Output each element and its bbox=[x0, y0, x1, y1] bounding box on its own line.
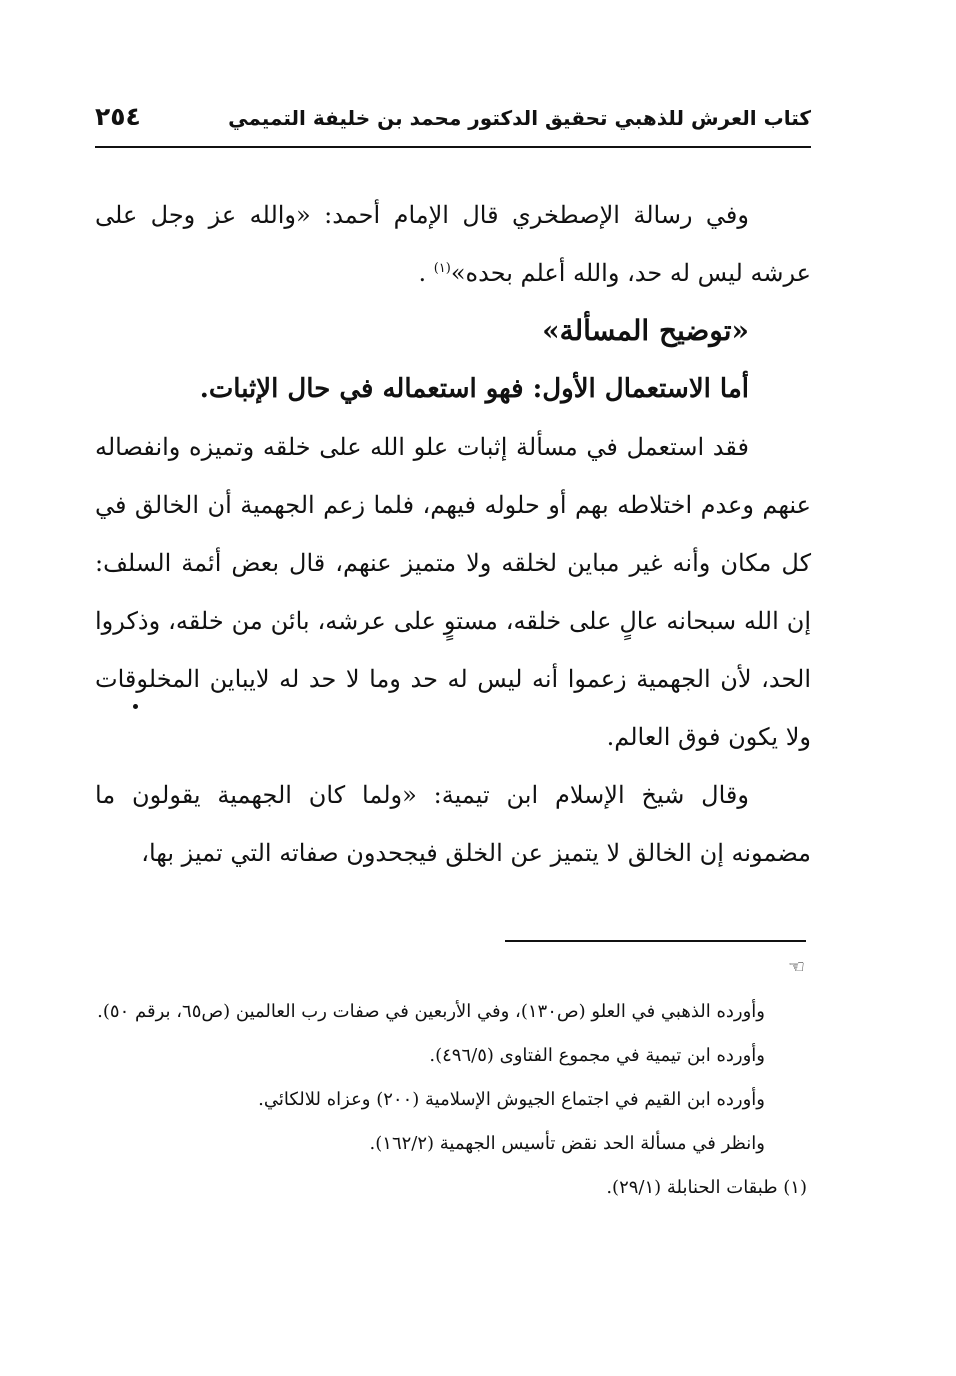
footnotes bbox=[95, 990, 807, 1210]
pointing-hand-icon: ☜ bbox=[788, 956, 806, 978]
main-text bbox=[95, 186, 811, 882]
subtitle: «توضيح المسألة» bbox=[542, 314, 749, 347]
footnote-line: وأورده ابن القيم في اجتماع الجيوش الإسلامية (٢٠٠) وعزاه للالكائي. bbox=[258, 1089, 765, 1110]
page-number: ٢٥٤ bbox=[95, 102, 141, 131]
paragraph-quote-text: وفي رسالة الإصطخري قال الإمام أحمد: «والله عز وجل على عرشه ليس له حد، والله أعلم بحده» bbox=[95, 201, 811, 287]
paragraph-quote bbox=[95, 186, 811, 302]
paragraph-explanation: فقد استعمل في مسألة إثبات علو الله على خلقه وتميزه وانفصاله عنهم وعدم اختلاطه بهم أو حلوله فيهم، فلما زعم الجهمية أن الخالق في كل مكان وأنه غير مباين لخلقه ولا متميز عنهم، قال بعض أئمة السلف: إن الله سبحانه عالٍ على خلقه، مستوٍ على عرشه، بائن من خلقه، وذكروا الحد، لأن الجهمية زعموا أنه ليس له حد وما لا حد له لايباين المخلوقات ولا يكون فوق العالم. bbox=[95, 433, 812, 751]
footnote-1: (١) طبقات الحنابلة (٢٩/١). bbox=[606, 1177, 807, 1198]
footnote-line: وأورده ابن تيمية في مجموع الفتاوى (٤٩٦/٥). bbox=[429, 1045, 765, 1066]
footnote-line: وانظر في مسألة الحد نقض تأسيس الجهمية (١٦٢/٢). bbox=[369, 1133, 765, 1154]
stray-dot bbox=[133, 704, 138, 709]
section-heading: أما الاستعمال الأول: فهو استعماله في حال الإثبات. bbox=[199, 374, 749, 404]
book-title: كتاب العرش للذهبي تحقيق الدكتور محمد بن خليفة التميمي bbox=[228, 106, 811, 130]
paragraph-ibn-taymiyya: وقال شيخ الإسلام ابن تيمية: «ولما كان الجهمية يقولون ما مضمونه إن الخالق لا يتميز عن الخلق فيجحدون صفاته التي تميز بها، bbox=[95, 781, 811, 867]
footnote-line: وأورده الذهبي في العلو (ص١٣٠)، وفي الأربعين في صفات رب العالمين (ص٦٥، برقم ٥٠). bbox=[97, 1001, 765, 1022]
running-header bbox=[95, 100, 811, 148]
paragraph-quote-end: . bbox=[418, 259, 434, 287]
footnote-separator bbox=[505, 940, 806, 942]
footnote-ref: (١) bbox=[433, 261, 451, 276]
